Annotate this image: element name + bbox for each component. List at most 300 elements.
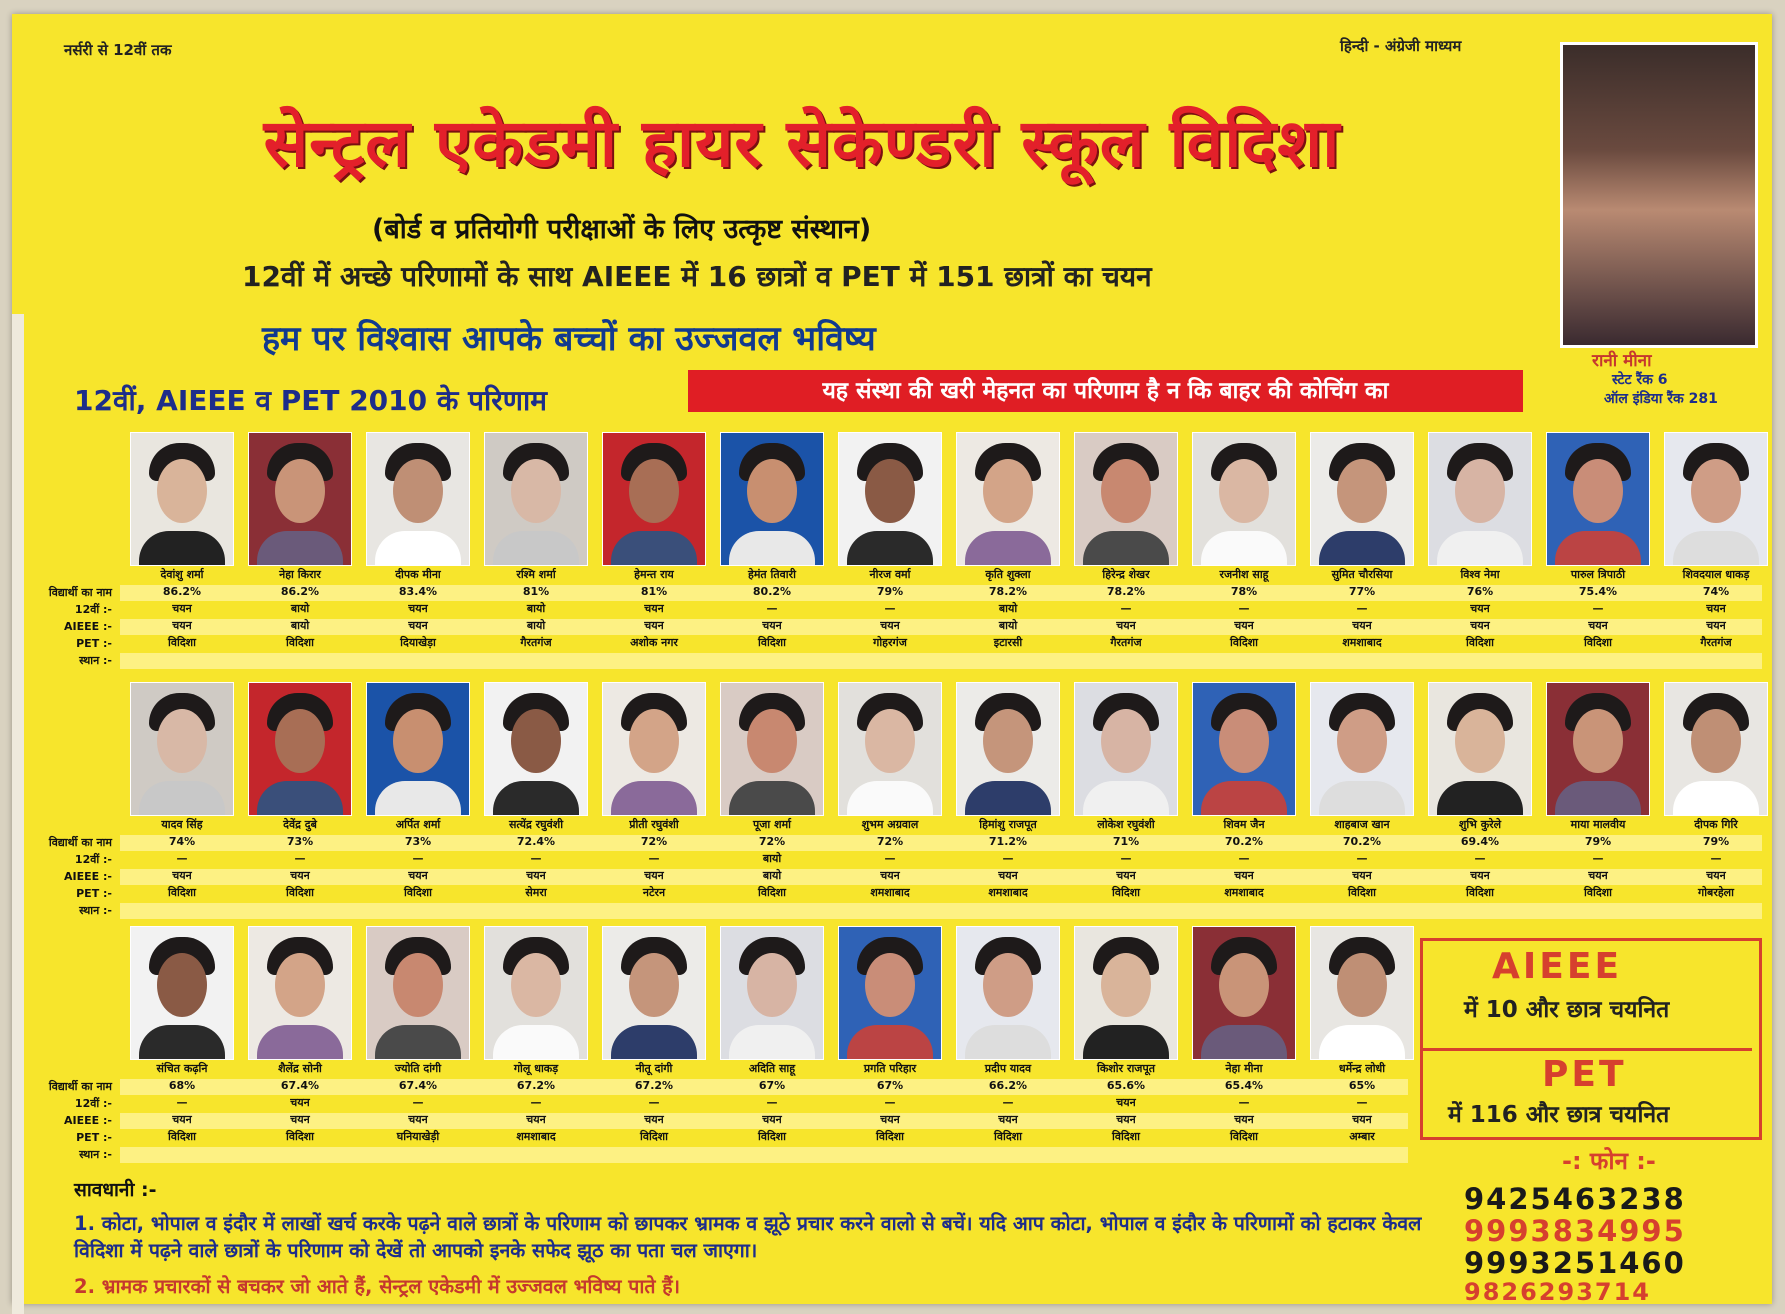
student-card <box>366 432 470 651</box>
student-place: विदिशा <box>404 886 432 899</box>
student-pet: चयन <box>1234 1113 1254 1126</box>
student-aieee: बायो <box>762 852 782 865</box>
student-aieee: — <box>1002 1096 1014 1109</box>
photo-torso <box>729 1025 815 1060</box>
student-photo <box>602 432 706 566</box>
photo-torso <box>847 1025 933 1060</box>
student-name: देवांशु शर्मा <box>160 568 204 581</box>
student-pct: 71.2% <box>988 835 1028 848</box>
student-photo <box>1074 682 1178 816</box>
student-pct: 81% <box>522 585 550 598</box>
row-label: 12वीं :- <box>74 603 112 616</box>
student-aieee: बायो <box>998 602 1018 615</box>
student-pet: चयन <box>526 869 546 882</box>
row-label: स्थान :- <box>79 1148 112 1161</box>
student-card <box>130 926 234 1145</box>
student-place: विदिशा <box>1466 636 1494 649</box>
student-place: विदिशा <box>286 636 314 649</box>
student-card <box>1192 432 1296 651</box>
student-card <box>1192 926 1296 1145</box>
student-aieee: — <box>530 852 542 865</box>
student-place: विदिशा <box>1584 636 1612 649</box>
row-stripe <box>120 1147 1408 1163</box>
photo-face <box>1691 459 1741 523</box>
photo-torso <box>611 781 697 816</box>
student-aieee: — <box>1474 852 1486 865</box>
student-place: विदिशा <box>1230 636 1258 649</box>
row-labels <box>30 584 112 669</box>
student-name: कृति शुक्ला <box>985 568 1031 581</box>
student-pet: चयन <box>172 869 192 882</box>
student-pet: चयन <box>1116 1113 1136 1126</box>
student-pet: चयन <box>1706 619 1726 632</box>
slogan: हम पर विश्वास आपके बच्चों का उज्जवल भविष्य <box>262 319 876 359</box>
student-card <box>484 432 588 651</box>
student-place: विदिशा <box>758 636 786 649</box>
student-name: लोकेश रघुवंशी <box>1097 818 1155 831</box>
photo-face <box>511 459 561 523</box>
margin-strip <box>12 314 24 1314</box>
photo-torso <box>1201 781 1287 816</box>
phone-number: 9993834995 <box>1464 1214 1686 1248</box>
photo-torso <box>375 531 461 566</box>
student-place: विदिशा <box>1348 886 1376 899</box>
student-photo <box>248 432 352 566</box>
student-place: सेमरा <box>525 886 547 899</box>
student-card <box>366 926 470 1145</box>
student-aieee: — <box>1238 602 1250 615</box>
student-pet: चयन <box>1116 869 1136 882</box>
student-pct: 65.6% <box>1106 1079 1146 1092</box>
photo-face <box>1573 459 1623 523</box>
photo-face <box>1219 709 1269 773</box>
student-card <box>1546 432 1650 651</box>
student-place: गोबरहेला <box>1698 886 1734 899</box>
student-place: विदिशा <box>168 886 196 899</box>
student-name: हिरेन्द्र शेखर <box>1102 568 1150 581</box>
student-card <box>1428 682 1532 901</box>
student-photo <box>1546 682 1650 816</box>
student-name: नीरज वर्मा <box>869 568 911 581</box>
student-pct: 72% <box>640 835 668 848</box>
student-pet: चयन <box>1116 619 1136 632</box>
student-card <box>602 682 706 901</box>
student-name: नेहा मीना <box>1225 1062 1263 1075</box>
photo-face <box>511 953 561 1017</box>
photo-face <box>747 709 797 773</box>
student-card <box>956 682 1060 901</box>
photo-face <box>1219 953 1269 1017</box>
student-pct: 78% <box>1230 585 1258 598</box>
student-place: विदिशा <box>1466 886 1494 899</box>
student-pet: चयन <box>408 869 428 882</box>
photo-torso <box>1083 531 1169 566</box>
student-name: अदिति साहू <box>748 1062 796 1075</box>
student-card <box>248 432 352 651</box>
student-place: विदिशा <box>1230 1130 1258 1143</box>
student-pet: चयन <box>998 1113 1018 1126</box>
student-pet: चयन <box>1588 619 1608 632</box>
student-photo <box>1310 926 1414 1060</box>
row-stripe <box>120 903 1762 919</box>
red-banner: यह संस्था की खरी मेहनत का परिणाम है न कि बाहर की कोचिंग का <box>688 370 1523 412</box>
student-card <box>1310 682 1414 901</box>
box-aieee-title: AIEEE <box>1492 946 1623 987</box>
student-aieee: — <box>1238 852 1250 865</box>
photo-torso <box>729 531 815 566</box>
student-photo <box>366 432 470 566</box>
student-place: गैरतगंज <box>1700 636 1732 649</box>
student-pet: चयन <box>762 619 782 632</box>
photo-torso <box>965 531 1051 566</box>
student-place: शमशाबाद <box>988 886 1028 899</box>
student-place: शमशाबाद <box>516 1130 556 1143</box>
student-pet: चयन <box>172 1113 192 1126</box>
student-name: शैलेंद्र सोनी <box>278 1062 322 1075</box>
student-pct: 70.2% <box>1342 835 1382 848</box>
student-card <box>720 926 824 1145</box>
student-place: विदिशा <box>286 1130 314 1143</box>
school-subtitle: (बोर्ड व प्रतियोगी परीक्षाओं के लिए उत्कृष्ट संस्थान) <box>372 214 872 245</box>
student-aieee: चयन <box>1116 1096 1136 1109</box>
student-name: पूजा शर्मा <box>753 818 791 831</box>
student-aieee: चयन <box>172 602 192 615</box>
photo-torso <box>1319 531 1405 566</box>
student-name: यादव सिंह <box>161 818 203 831</box>
student-card <box>1074 432 1178 651</box>
student-name: शिवम जैन <box>1223 818 1265 831</box>
photo-face <box>983 459 1033 523</box>
student-name: हेमंत तिवारी <box>748 568 796 581</box>
photo-face <box>629 709 679 773</box>
student-name: हिमांशु राजपूत <box>979 818 1037 831</box>
student-card <box>1310 926 1414 1145</box>
student-aieee: — <box>648 1096 660 1109</box>
photo-face <box>1573 709 1623 773</box>
student-card <box>1546 682 1650 901</box>
student-aieee: — <box>766 1096 778 1109</box>
student-name: संचित कढ़नि <box>156 1062 208 1075</box>
student-name: प्रदीप यादव <box>984 1062 1032 1075</box>
student-aieee: — <box>1002 852 1014 865</box>
photo-torso <box>1555 531 1641 566</box>
photo-torso <box>139 781 225 816</box>
student-photo <box>1192 682 1296 816</box>
student-place: गोहरगंज <box>873 636 907 649</box>
student-pet: चयन <box>762 1113 782 1126</box>
student-pet: चयन <box>1588 869 1608 882</box>
photo-face <box>393 709 443 773</box>
photo-torso <box>139 1025 225 1060</box>
photo-face <box>865 953 915 1017</box>
row-label: AIEEE :- <box>64 870 112 883</box>
student-photo <box>484 432 588 566</box>
student-name: शाहबाज खान <box>1334 818 1390 831</box>
photo-face <box>157 459 207 523</box>
student-name: नीतू दांगी <box>635 1062 673 1075</box>
student-pct: 65.4% <box>1224 1079 1264 1092</box>
student-aieee: — <box>1592 602 1604 615</box>
student-place: घनियाखेड़ी <box>396 1130 440 1143</box>
photo-face <box>1337 709 1387 773</box>
photo-face <box>1337 459 1387 523</box>
photo-face <box>747 459 797 523</box>
student-card <box>366 682 470 901</box>
photo-torso <box>1673 781 1759 816</box>
photo-torso <box>1437 531 1523 566</box>
student-pct: 67.2% <box>634 1079 674 1092</box>
photo-face <box>983 709 1033 773</box>
student-place: विदिशा <box>286 886 314 899</box>
student-pct: 67.2% <box>516 1079 556 1092</box>
student-photo <box>366 682 470 816</box>
student-place: अशोक नगर <box>630 636 678 649</box>
student-aieee: — <box>530 1096 542 1109</box>
student-aieee: चयन <box>290 1096 310 1109</box>
student-pct: 86.2% <box>162 585 202 598</box>
row-label: विद्यार्थी का नाम <box>48 586 112 599</box>
student-name: सुमित चौरसिया <box>1331 568 1393 581</box>
student-pct: 70.2% <box>1224 835 1264 848</box>
row-labels <box>30 1078 112 1163</box>
row-label: विद्यार्थी का नाम <box>48 836 112 849</box>
student-photo <box>838 432 942 566</box>
row-label: विद्यार्थी का नाम <box>48 1080 112 1093</box>
student-pet: चयन <box>1470 869 1490 882</box>
student-photo <box>838 682 942 816</box>
student-aieee: चयन <box>1706 602 1726 615</box>
student-photo <box>1664 682 1768 816</box>
student-pct: 78.2% <box>988 585 1028 598</box>
student-photo <box>1192 926 1296 1060</box>
photo-torso <box>729 781 815 816</box>
student-name: नेहा किरार <box>279 568 321 581</box>
row-label: AIEEE :- <box>64 1114 112 1127</box>
student-name: ज्योति दांगी <box>394 1062 442 1075</box>
student-card <box>1192 682 1296 901</box>
student-aieee: — <box>176 1096 188 1109</box>
student-pct: 67.4% <box>398 1079 438 1092</box>
student-photo <box>1074 926 1178 1060</box>
student-card <box>130 432 234 651</box>
student-card <box>838 926 942 1145</box>
student-name: शुभम अग्रवाल <box>861 818 919 831</box>
photo-face <box>1219 459 1269 523</box>
student-card <box>484 926 588 1145</box>
student-pct: 79% <box>1584 835 1612 848</box>
phone-number: 9425463238 <box>1464 1182 1686 1216</box>
student-name: धर्मेन्द्र लोधी <box>1338 1062 1386 1075</box>
student-pct: 65% <box>1348 1079 1376 1092</box>
student-pet: चयन <box>1352 869 1372 882</box>
student-pct: 72.4% <box>516 835 556 848</box>
row-label: स्थान :- <box>79 654 112 667</box>
student-pet: चयन <box>1234 619 1254 632</box>
student-pct: 86.2% <box>280 585 320 598</box>
student-name: गोलू धाकड़ <box>513 1062 559 1075</box>
student-pct: 79% <box>876 585 904 598</box>
student-photo <box>248 926 352 1060</box>
student-card <box>1664 432 1768 651</box>
photo-torso <box>139 531 225 566</box>
student-name: अर्पित शर्मा <box>395 818 441 831</box>
photo-torso <box>1673 531 1759 566</box>
student-photo <box>248 682 352 816</box>
student-pet: चयन <box>1234 869 1254 882</box>
student-card <box>1074 682 1178 901</box>
student-photo <box>1074 432 1178 566</box>
student-card <box>602 926 706 1145</box>
student-place: विदिशा <box>1112 886 1140 899</box>
topper-name: रानी मीना <box>1592 351 1652 371</box>
topper-photo <box>1560 42 1758 348</box>
student-card <box>248 926 352 1145</box>
student-aieee: — <box>176 852 188 865</box>
row-labels <box>30 834 112 919</box>
student-pet: चयन <box>880 869 900 882</box>
student-aieee: चयन <box>644 602 664 615</box>
row-label: PET :- <box>76 1131 112 1144</box>
photo-torso <box>1319 781 1405 816</box>
photo-torso <box>375 781 461 816</box>
student-aieee: — <box>1356 1096 1368 1109</box>
student-pct: 81% <box>640 585 668 598</box>
photo-face <box>275 709 325 773</box>
student-pct: 67.4% <box>280 1079 320 1092</box>
student-aieee: — <box>1356 602 1368 615</box>
student-pet: चयन <box>998 869 1018 882</box>
student-pct: 80.2% <box>752 585 792 598</box>
topper-all-india-rank: ऑल इंडिया रैंक 281 <box>1604 391 1718 407</box>
student-pet: चयन <box>1470 619 1490 632</box>
photo-face <box>275 459 325 523</box>
row-label: PET :- <box>76 637 112 650</box>
student-place: विदिशा <box>1112 1130 1140 1143</box>
school-title: सेन्ट्रल एकेडमी हायर सेकेण्डरी स्कूल विदिशा <box>263 105 1341 182</box>
student-aieee: — <box>884 1096 896 1109</box>
student-place: विदिशा <box>876 1130 904 1143</box>
student-photo <box>1310 682 1414 816</box>
newspaper-advertisement <box>12 14 1772 1304</box>
student-card <box>956 432 1060 651</box>
student-pct: 76% <box>1466 585 1494 598</box>
student-pct: 73% <box>286 835 314 848</box>
student-name: माया मालवीय <box>1570 818 1626 831</box>
photo-face <box>157 709 207 773</box>
photo-torso <box>1201 531 1287 566</box>
student-place: शमशाबाद <box>1342 636 1382 649</box>
student-place: विदिशा <box>168 1130 196 1143</box>
student-pet: चयन <box>408 1113 428 1126</box>
student-pct: 66.2% <box>988 1079 1028 1092</box>
student-card <box>838 682 942 901</box>
classes-tagline: नर्सरी से 12वीं तक <box>64 41 172 59</box>
photo-torso <box>611 1025 697 1060</box>
student-place: विदिशा <box>758 886 786 899</box>
student-card <box>956 926 1060 1145</box>
student-aieee: — <box>1238 1096 1250 1109</box>
photo-face <box>1455 459 1505 523</box>
student-photo <box>956 432 1060 566</box>
student-pct: 73% <box>404 835 432 848</box>
student-name: हेमन्त राय <box>634 568 674 581</box>
student-pet: चयन <box>290 1113 310 1126</box>
student-aieee: — <box>412 852 424 865</box>
photo-torso <box>1201 1025 1287 1060</box>
topper-state-rank: स्टेट रैंक 6 <box>1612 372 1668 388</box>
student-card <box>1428 432 1532 651</box>
caution-point-1: 1. कोटा, भोपाल व इंदौर में लाखों खर्च करके पढ़ने वाले छात्रों के परिणाम को छापकर भ्रामक व झूठे प्रचार करने वालो से बचें। यदि आप कोटा, भोपाल व इंदौर के परिणामों को हटाकर केवल विदिशा में पढ़ने वाले छात्रों के परिणाम को देखें तो आपको इनके सफेद झूठ का पता चल जाएगा। <box>74 1212 1422 1262</box>
student-place: विदिशा <box>1584 886 1612 899</box>
student-pet: बायो <box>290 619 310 632</box>
student-pet: बायो <box>998 619 1018 632</box>
student-card <box>720 682 824 901</box>
student-pct: 79% <box>1702 835 1730 848</box>
student-pct: 68% <box>168 1079 196 1092</box>
student-aieee: — <box>1710 852 1722 865</box>
student-name: शुभि कुरेले <box>1458 818 1502 831</box>
student-photo <box>720 682 824 816</box>
photo-torso <box>493 1025 579 1060</box>
student-pct: 74% <box>168 835 196 848</box>
student-aieee: — <box>884 602 896 615</box>
student-aieee: — <box>412 1096 424 1109</box>
student-card <box>838 432 942 651</box>
photo-torso <box>1555 781 1641 816</box>
photo-face <box>1691 709 1741 773</box>
student-place: शमशाबाद <box>870 886 910 899</box>
photo-face <box>865 459 915 523</box>
photo-face <box>629 953 679 1017</box>
student-card <box>1664 682 1768 901</box>
student-pct: 72% <box>876 835 904 848</box>
student-pct: 67% <box>876 1079 904 1092</box>
box-pet-text: में 116 और छात्र चयनित <box>1448 1102 1670 1128</box>
row-label: स्थान :- <box>79 904 112 917</box>
student-pet: चयन <box>290 869 310 882</box>
student-pct: 71% <box>1112 835 1140 848</box>
photo-face <box>865 709 915 773</box>
student-pct: 78.2% <box>1106 585 1146 598</box>
medium-tagline: हिन्दी - अंग्रेजी माध्यम <box>1340 37 1462 55</box>
student-place: शमशाबाद <box>1224 886 1264 899</box>
student-pet: बायो <box>526 619 546 632</box>
student-name: सत्येंद्र रघुवंशी <box>508 818 564 831</box>
student-place: गैरतगंज <box>520 636 552 649</box>
photo-face <box>1101 709 1151 773</box>
student-name: रजनीश साहू <box>1219 568 1269 581</box>
student-photo <box>720 926 824 1060</box>
student-pet: चयन <box>526 1113 546 1126</box>
student-pet: चयन <box>1706 869 1726 882</box>
student-name: देवेंद्र दुबे <box>283 818 317 831</box>
student-place: नटेरन <box>642 886 666 899</box>
student-photo <box>484 682 588 816</box>
student-name: प्रीती रघुवंशी <box>629 818 679 831</box>
student-card <box>1074 926 1178 1145</box>
photo-torso <box>1319 1025 1405 1060</box>
student-photo <box>1310 432 1414 566</box>
student-pct: 72% <box>758 835 786 848</box>
student-name: दीपक गिरि <box>1694 818 1738 831</box>
student-card <box>720 432 824 651</box>
student-card <box>602 432 706 651</box>
student-photo <box>484 926 588 1060</box>
student-aieee: — <box>1120 852 1132 865</box>
student-photo <box>366 926 470 1060</box>
student-place: विदिशा <box>994 1130 1022 1143</box>
photo-face <box>157 953 207 1017</box>
